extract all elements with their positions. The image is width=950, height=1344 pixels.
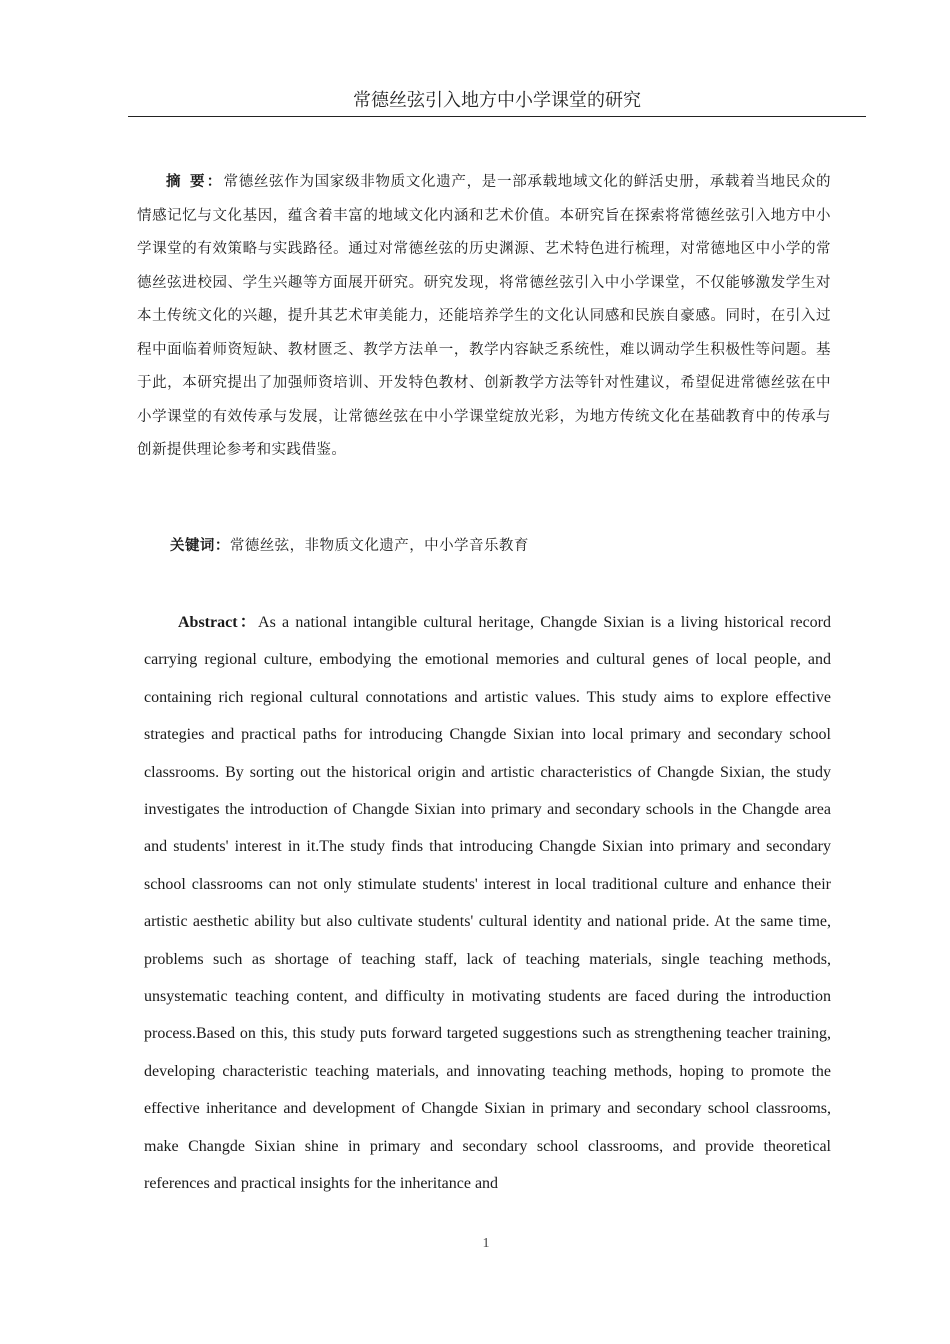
english-abstract-label: Abstract： <box>178 614 259 631</box>
chinese-keywords-label: 关键词： <box>170 537 230 554</box>
page-header <box>128 88 866 117</box>
english-abstract <box>144 604 831 1203</box>
english-abstract-text: As a national intangible cultural heritage, Changde Sixian is a living historical record carrying regional culture, embodying the emotional memories and cultural genes of local people, and containing rich regional cultural connotations and artistic values. This study aims to explore effective strategies and practical paths for introducing Changde Sixian into local primary and secondary school classrooms. By sorting out the historical origin and artistic characteristics of Changde Sixian, the study investigates the introduction of Changde Sixian into primary and secondary schools in the Changde area and students' interest in it.The study finds that introducing Changde Sixian into primary and secondary school classrooms can not only stimulate students' interest in local traditional culture and enhance their artistic aesthetic ability but also cultivate students' cultural identity and national pride. At the same time, problems such as shortage of teaching staff, lack of teaching materials, single teaching methods, unsystematic teaching content, and difficulty in motivating students are faced during the introduction process.Based on this, this study puts forward targeted suggestions such as strengthening teacher training, developing characteristic teaching materials, and innovating teaching methods, hoping to promote the effective inheritance and development of Changde Sixian in primary and secondary school classrooms, make Changde Sixian shine in primary and secondary school classrooms, and provide theoretical references and practical insights for the inheritance and <box>144 614 831 1193</box>
page-number: 1 <box>482 1236 490 1251</box>
chinese-abstract <box>137 165 831 468</box>
chinese-abstract-text: 常德丝弦作为国家级非物质文化遗产，是一部承载地域文化的鲜活史册，承载着当地民众的情感记忆与文化基因，蕴含着丰富的地域文化内涵和艺术价值。本研究旨在探索将常德丝弦引入地方中小学课堂的有效策略与实践路径。通过对常德丝弦的历史渊源、艺术特色进行梳理，对常德地区中小学的常德丝弦进校园、学生兴趣等方面展开研究。研究发现，将常德丝弦引入中小学课堂，不仅能够激发学生对本土传统文化的兴趣，提升其艺术审美能力，还能培养学生的文化认同感和民族自豪感。同时，在引入过程中面临着师资短缺、教材匮乏、教学方法单一，教学内容缺乏系统性，难以调动学生积极性等问题。基于此，本研究提出了加强师资培训、开发特色教材、创新教学方法等针对性建议，希望促进常德丝弦在中小学课堂的有效传承与发展，让常德丝弦在中小学课堂绽放光彩，为地方传统文化在基础教育中的传承与创新提供理论参考和实践借鉴。 <box>137 174 831 458</box>
chinese-keywords <box>170 532 830 560</box>
chinese-keywords-text: 常德丝弦，非物质文化遗产，中小学音乐教育 <box>229 538 529 554</box>
page-header-title: 常德丝弦引入地方中小学课堂的研究 <box>353 90 641 111</box>
chinese-abstract-label: 摘 要： <box>166 173 224 190</box>
